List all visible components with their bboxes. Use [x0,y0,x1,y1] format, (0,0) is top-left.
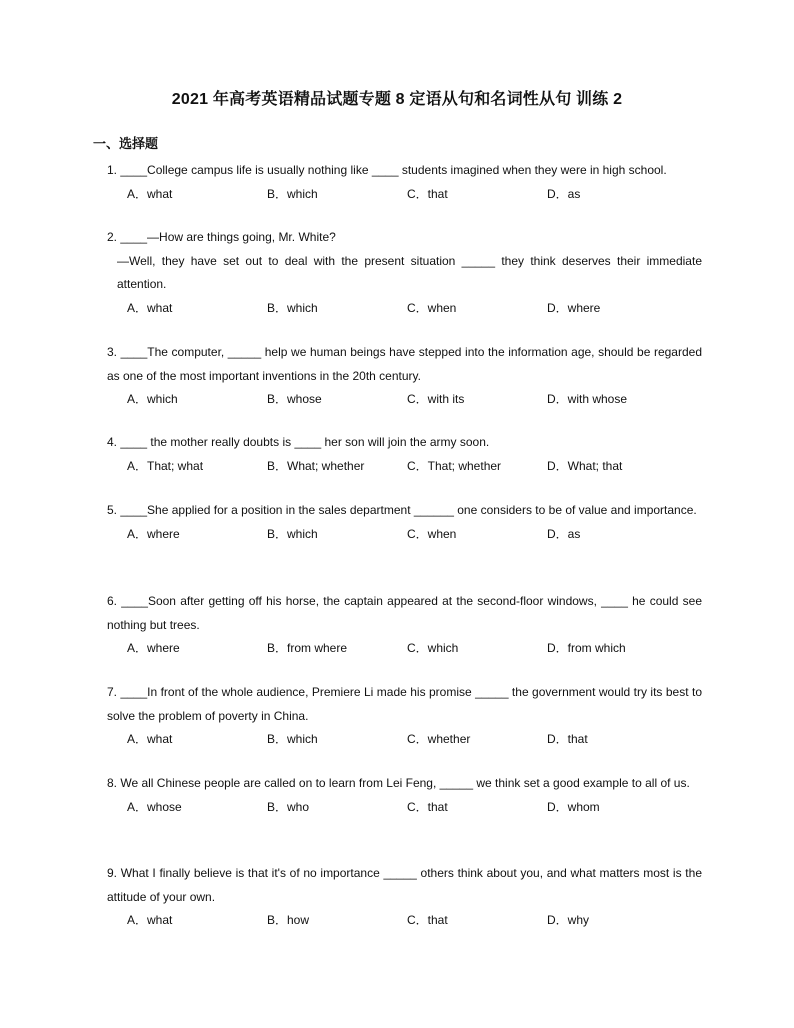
question-4 [0,431,794,478]
option-b[interactable]: B．which [267,186,318,201]
option-b[interactable]: B．who [267,799,310,814]
option-a[interactable]: A．where [127,641,180,655]
option-d[interactable]: D．where [547,300,601,315]
options-row [127,388,794,412]
options-row [127,523,794,547]
option-b[interactable]: B．What; whether [267,458,365,473]
question-stem: 5. ____She applied for a position in the sales department ______ one considers to be of value and importance. [107,503,697,517]
option-c[interactable]: C．That; whether [407,458,502,473]
option-c[interactable]: C．that [407,186,448,201]
option-d[interactable]: D．whom [547,799,600,814]
option-b[interactable]: B．from where [267,641,348,655]
question-stem: 1. ____College campus life is usually nothing like ____ students imagined when they were in high school. [107,163,667,177]
page-title: 2021 年高考英语精品试题专题 8 定语从句和名词性从句 训练 2 [171,91,623,108]
question-stem: 3. ____The computer, _____ help we human beings have stepped into the information age, should be regarded as one of the most important inventions in the 20th century. [107,345,702,383]
question-stem: 6. ____Soon after getting off his horse, the captain appeared at the second-floor windows, ____ he could see nothing but trees. [107,594,702,632]
option-d[interactable]: D．that [547,732,588,746]
option-b[interactable]: B．which [267,526,318,541]
option-d[interactable]: D．as [547,186,581,201]
option-a[interactable]: A．what [127,913,173,927]
option-c[interactable]: C．when [407,300,457,315]
option-a[interactable]: A．That; what [127,458,204,473]
option-a[interactable]: A．what [127,186,173,201]
question-1 [0,159,794,206]
option-d[interactable]: D．with whose [547,392,628,406]
options-row [127,455,794,479]
question-stem: 4. ____ the mother really doubts is ____ her son will join the army soon. [107,435,490,449]
question-stem: 2. ____—How are things going, Mr. White? [107,230,336,244]
options-row [127,297,794,321]
options-row [127,637,794,661]
option-d[interactable]: D．why [547,913,590,927]
option-a[interactable]: A．whose [127,799,182,814]
question-stem: 8. We all Chinese people are called on to learn from Lei Feng, _____ we think set a good example to all of us. [107,776,690,790]
option-b[interactable]: B．which [267,732,318,746]
question-8 [0,772,794,819]
option-a[interactable]: A．which [127,392,178,406]
option-c[interactable]: C．with its [407,392,465,406]
option-c[interactable]: C．which [407,641,459,655]
question-stem-continued: —Well, they have set out to deal with the present situation _____ they think deserves their immediate attention. [117,253,702,291]
question-stem: 9. What I finally believe is that it's of no importance _____ others think about you, and what matters most is the attitude of your own. [107,866,702,904]
option-d[interactable]: D．from which [547,641,626,655]
option-b[interactable]: B．which [267,300,318,315]
option-d[interactable]: D．What; that [547,458,623,473]
option-c[interactable]: C．when [407,526,457,541]
options-row [127,728,794,752]
question-7 [0,681,794,752]
option-c[interactable]: C．whether [407,732,471,746]
option-a[interactable]: A．what [127,732,173,746]
options-row [127,796,794,820]
question-9 [0,862,794,933]
option-a[interactable]: A．where [127,526,180,541]
option-b[interactable]: B．how [267,913,310,927]
option-c[interactable]: C．that [407,913,448,927]
option-c[interactable]: C．that [407,799,448,814]
options-row [127,909,794,933]
option-b[interactable]: B．whose [267,392,322,406]
option-d[interactable]: D．as [547,526,581,541]
options-row [127,183,794,207]
question-6 [0,590,794,661]
question-3 [0,341,794,412]
question-5 [0,499,794,546]
option-a[interactable]: A．what [127,300,173,315]
question-stem: 7. ____In front of the whole audience, Premiere Li made his promise _____ the government would try its best to solve the problem of poverty in China. [107,685,702,723]
question-2 [0,226,794,320]
section-heading: 一、选择题 [93,136,159,151]
